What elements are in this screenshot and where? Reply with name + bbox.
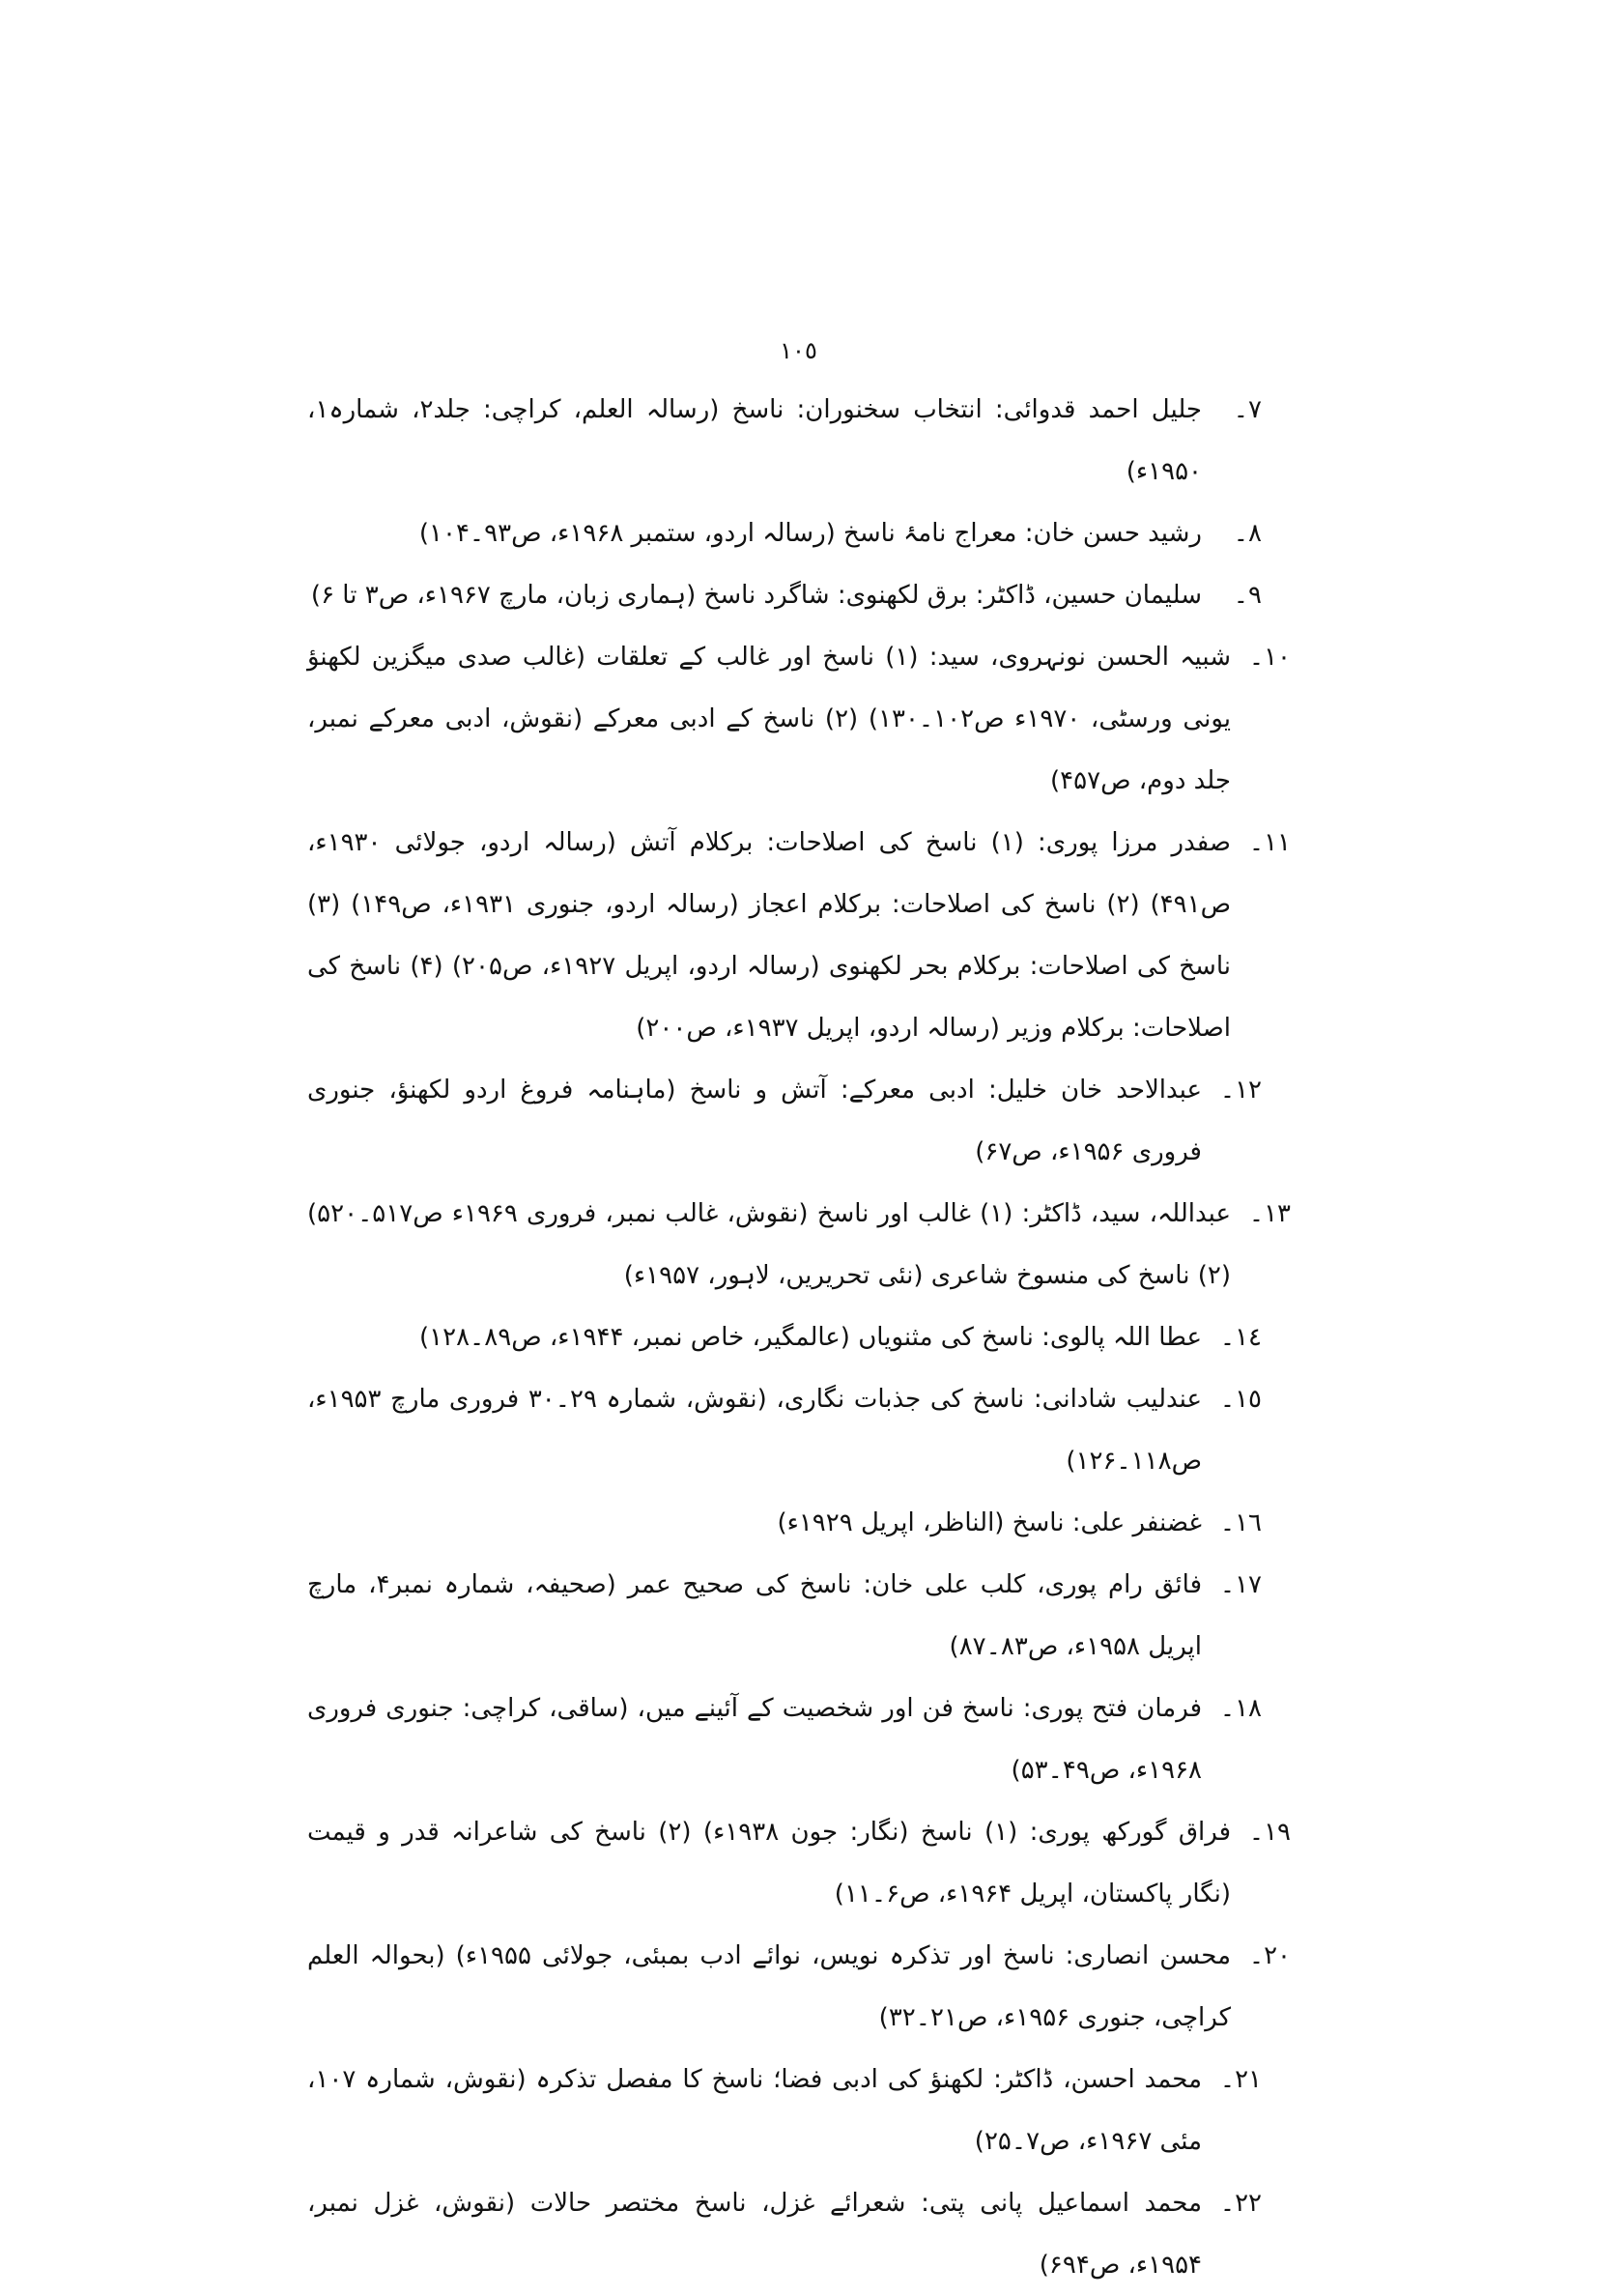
entry-number: ١٥۔ [1219, 1385, 1262, 1414]
entry-text: فراق گورکھ پوری: (۱) ناسخ (نگار: جون ۱۹۳۸ء) (۲) ناسخ کی شاعرانہ قدر و قیمت (نگار پاکستان، اپریل ۱۹۶۴ء، ص۶۔۱۱) [307, 1818, 1231, 1909]
list-item [307, 1368, 1291, 1492]
list-item [307, 1554, 1291, 1678]
entry-number: ٩۔ [1233, 581, 1262, 610]
list-item [307, 564, 1291, 626]
bibliography-list [307, 379, 1291, 2296]
entry-text: عطا اللہ پالوی: ناسخ کی مثنویاں (عالمگیر، خاص نمبر، ۱۹۴۴ء، ص۸۹۔۱۲۸) [418, 1323, 1202, 1352]
entry-number: ١٧۔ [1219, 1570, 1262, 1599]
entry-number: ٢٢۔ [1219, 2189, 1262, 2218]
entry-text: غضنفر علی: ناسخ (الناظر، اپریل ۱۹۲۹ء) [777, 1508, 1202, 1537]
list-item [307, 1183, 1291, 1306]
entry-number: ٢٠۔ [1248, 1941, 1291, 1970]
list-item [307, 2049, 1291, 2172]
entry-text: صفدر مرزا پوری: (۱) ناسخ کی اصلاحات: برکلام آتش (رسالہ اردو، جولائی ۱۹۳۰ء، ص۴۹۱) (۲) ناسخ کی اصلاحات: برکلام اعجاز (رسالہ اردو، جنوری ۱۹۳۱ء، ص۱۴۹) (۳) ناسخ کی اصلاحات: برکلام بحر لکھنوی (رسالہ اردو، اپریل ۱۹۲۷ء، ص۲۰۵) (۴) ناسخ کی اصلاحات: برکلام وزیر (رسالہ اردو، اپریل ۱۹۳۷ء، ص۲۰۰) [307, 828, 1231, 1043]
entry-number: ١٣۔ [1248, 1199, 1291, 1228]
list-item [307, 502, 1291, 564]
entry-number: ١٤۔ [1219, 1323, 1262, 1352]
list-item [307, 626, 1291, 812]
entry-text: محمد احسن، ڈاکٹر: لکھنؤ کی ادبی فضا؛ ناسخ کا مفصل تذکرہ (نقوش، شمارہ ۱۰۷، مئی ۱۹۶۷ء، ص۷۔۲۵) [307, 2065, 1202, 2156]
entry-text: شبیہ الحسن نونہروی، سید: (۱) ناسخ اور غالب کے تعلقات (غالب صدی میگزین لکھنؤ یونی ورسٹی، ۱۹۷۰ء ص۱۰۲۔۱۳۰) (۲) ناسخ کے ادبی معرکے (نقوش، ادبی معرکے نمبر، جلد دوم، ص۴۵۷) [307, 643, 1232, 795]
list-item [307, 1925, 1291, 2049]
list-item [307, 1492, 1291, 1554]
entry-number: ١٦۔ [1219, 1508, 1262, 1537]
entry-number: ٨۔ [1233, 519, 1262, 548]
entry-text: عبدالاحد خان خلیل: ادبی معرکے: آتش و ناسخ (ماہنامہ فروغ اردو لکھنؤ، جنوری فروری ۱۹۵۶ء، ص۶۷) [307, 1076, 1202, 1166]
entry-number: ١١۔ [1248, 828, 1291, 857]
entry-number: ١٢۔ [1219, 1076, 1262, 1105]
list-item [307, 1678, 1291, 1801]
entry-text: محمد اسماعیل پانی پتی: شعرائے غزل، ناسخ مختصر حالات (نقوش، غزل نمبر، ۱۹۵۴ء، ص۶۹۴) [307, 2189, 1202, 2280]
list-item [307, 812, 1291, 1059]
entry-text: رشید حسن خان: معراج نامۂ ناسخ (رسالہ اردو، ستمبر ۱۹۶۸ء، ص۹۳۔۱۰۴) [418, 519, 1202, 548]
list-item [307, 1306, 1291, 1368]
list-item [307, 1801, 1291, 1925]
entry-text: سلیمان حسین، ڈاکٹر: برق لکھنوی: شاگرد ناسخ (ہماری زبان، مارچ ۱۹۶۷ء، ص۳ تا ۶) [310, 581, 1202, 610]
entry-text: فائق رام پوری، کلب علی خان: ناسخ کی صحیح عمر (صحیفہ، شمارہ نمبر۴، مارچ اپریل ۱۹۵۸ء، ص۸۳۔۸۷) [307, 1570, 1203, 1661]
list-item [307, 2172, 1291, 2296]
list-item [307, 1059, 1291, 1183]
entry-text: جلیل احمد قدوائی: انتخاب سخنوران: ناسخ (رسالہ العلم، کراچی: جلد۲، شمارہ۱، ۱۹۵۰ء) [307, 395, 1202, 486]
list-item [307, 379, 1291, 502]
entry-number: ٢١۔ [1219, 2065, 1262, 2094]
entry-number: ١٩۔ [1248, 1818, 1291, 1847]
entry-text: عندلیب شادانی: ناسخ کی جذبات نگاری، (نقوش، شمارہ ۲۹۔۳۰ فروری مارچ ۱۹۵۳ء، ص۱۱۸۔۱۲۶) [307, 1385, 1203, 1476]
entry-number: ١٨۔ [1219, 1694, 1262, 1723]
entry-text: عبداللہ، سید، ڈاکٹر: (۱) غالب اور ناسخ (نقوش، غالب نمبر، فروری ۱۹۶۹ء ص۵۱۷۔۵۲۰) (۲) ناسخ کی منسوخ شاعری (نئی تحریریں، لاہور، ۱۹۵۷ء) [307, 1199, 1231, 1290]
entry-number: ٧۔ [1233, 395, 1262, 424]
entry-text: محسن انصاری: ناسخ اور تذکرہ نویس، نوائے ادب بمبئی، جولائی ۱۹۵۵ء) (بحوالہ العلم کراچی، جنوری ۱۹۵۶ء، ص۲۱۔۳۲) [307, 1941, 1231, 2032]
entry-number: ١٠۔ [1248, 643, 1291, 672]
page-number: ١٠٥ [780, 337, 817, 364]
entry-text: فرمان فتح پوری: ناسخ فن اور شخصیت کے آئینے میں، (ساقی، کراچی: جنوری فروری ۱۹۶۸ء، ص۴۹۔۵۳) [307, 1694, 1202, 1785]
